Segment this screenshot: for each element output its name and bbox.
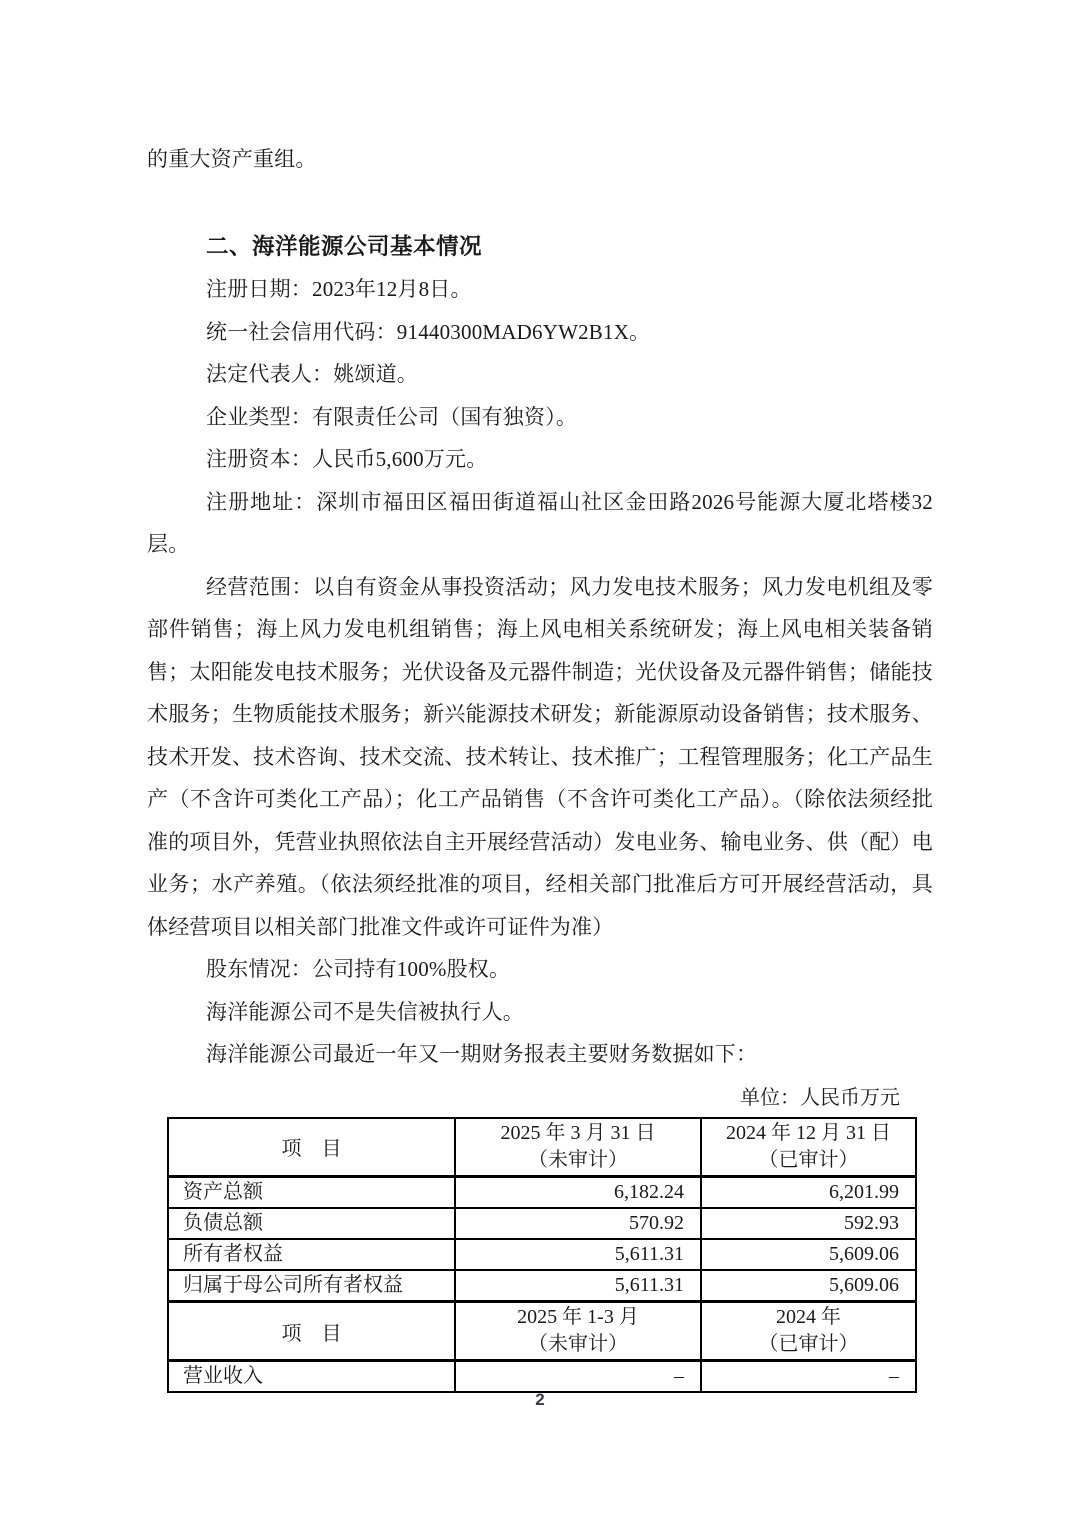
credit-code-line: 统一社会信用代码：91440300MAD6YW2B1X。 <box>206 319 651 344</box>
row-item-cell: 所有者权益 <box>168 1239 455 1270</box>
company-type-line: 企业类型：有限责任公司（国有独资）。 <box>206 404 578 429</box>
period-header-cell <box>701 1118 916 1177</box>
row-item-cell: 资产总额 <box>168 1177 455 1209</box>
table-header-row-balance <box>168 1118 916 1177</box>
registration-date-line: 注册日期：2023年12月8日。 <box>206 277 472 301</box>
period-date: 2025 年 3 月 31 日 <box>500 1121 656 1144</box>
document-content <box>147 138 933 1393</box>
registered-address-line: 注册地址：深圳市福田区福田街道福山社区金田路2026号能源大厦北塔楼32层。 <box>147 489 933 556</box>
period-audit-note: （未审计） <box>528 1148 628 1171</box>
row-value-cell: – <box>455 1361 701 1393</box>
section-heading: 二、海洋能源公司基本情况 <box>206 233 483 259</box>
row-value-cell: 5,611.31 <box>455 1270 701 1302</box>
period-header-cell <box>455 1302 701 1361</box>
row-value-cell: 5,609.06 <box>701 1239 916 1270</box>
table-header-row-income <box>168 1302 916 1361</box>
intro-continuation-line: 的重大资产重组。 <box>147 147 317 171</box>
row-value-cell: 6,182.24 <box>455 1177 701 1209</box>
period-audit-note: （已审计） <box>758 1333 859 1355</box>
unit-label: 单位：人民币万元 <box>740 1086 900 1109</box>
table-row <box>168 1361 916 1393</box>
legal-representative-line: 法定代表人：姚颂道。 <box>206 362 418 386</box>
registered-capital-line: 注册资本：人民币5,600万元。 <box>206 447 488 471</box>
financial-intro-line: 海洋能源公司最近一年又一期财务报表主要财务数据如下： <box>206 1042 758 1066</box>
row-item-cell: 营业收入 <box>168 1361 455 1393</box>
table-row <box>168 1177 916 1209</box>
item-header-cell: 项 目 <box>168 1118 455 1177</box>
period-header-cell <box>701 1302 916 1361</box>
business-scope-paragraph: 经营范围：以自有资金从事投资活动；风力发电技术服务；风力发电机组及零部件销售；海上风力发电机组销售；海上风电相关系统研发；海上风电相关装备销售；太阳能发电技术服务；光伏设备及元器件制造；光伏设备及元器件销售；储能技术服务；生物质能技术服务；新兴能源技术研发；新能源原动设备销售；技术服务、技术开发、技术咨询、技术交流、技术转让、技术推广；工程管理服务；化工产品生产（不含许可类化工产品）；化工产品销售（不含许可类化工产品）。（除依法须经批准的项目外，凭营业执照依法自主开展经营活动）发电业务、输电业务、供（配）电业务；水产养殖。（依法须经批准的项目，经相关部门批准后方可开展经营活动，具体经营项目以相关部门批准文件或许可证件为准） <box>147 574 933 939</box>
row-item-cell: 归属于母公司所有者权益 <box>168 1270 455 1302</box>
period-date: 2024 年 12 月 31 日 <box>726 1121 891 1144</box>
period-date: 2024 年 <box>776 1306 841 1328</box>
row-value-cell: 5,609.06 <box>701 1270 916 1302</box>
row-value-cell: – <box>701 1361 916 1393</box>
row-value-cell: 5,611.31 <box>455 1239 701 1270</box>
financial-table <box>167 1117 917 1394</box>
table-row <box>168 1208 916 1239</box>
row-value-cell: 6,201.99 <box>701 1177 916 1209</box>
period-date: 2025 年 1-3 月 <box>517 1306 639 1328</box>
row-value-cell: 570.92 <box>455 1208 701 1239</box>
row-item-cell: 负债总额 <box>168 1208 455 1239</box>
table-row <box>168 1270 916 1302</box>
dishonest-executee-line: 海洋能源公司不是失信被执行人。 <box>206 999 524 1024</box>
period-header-cell <box>455 1118 701 1177</box>
row-value-cell: 592.93 <box>701 1208 916 1239</box>
item-header-cell: 项 目 <box>168 1302 455 1361</box>
page-number: 2 <box>535 1390 545 1409</box>
table-row <box>168 1239 916 1270</box>
period-audit-note: （未审计） <box>528 1333 628 1355</box>
shareholder-line: 股东情况：公司持有100%股权。 <box>206 957 511 981</box>
period-audit-note: （已审计） <box>758 1148 859 1171</box>
